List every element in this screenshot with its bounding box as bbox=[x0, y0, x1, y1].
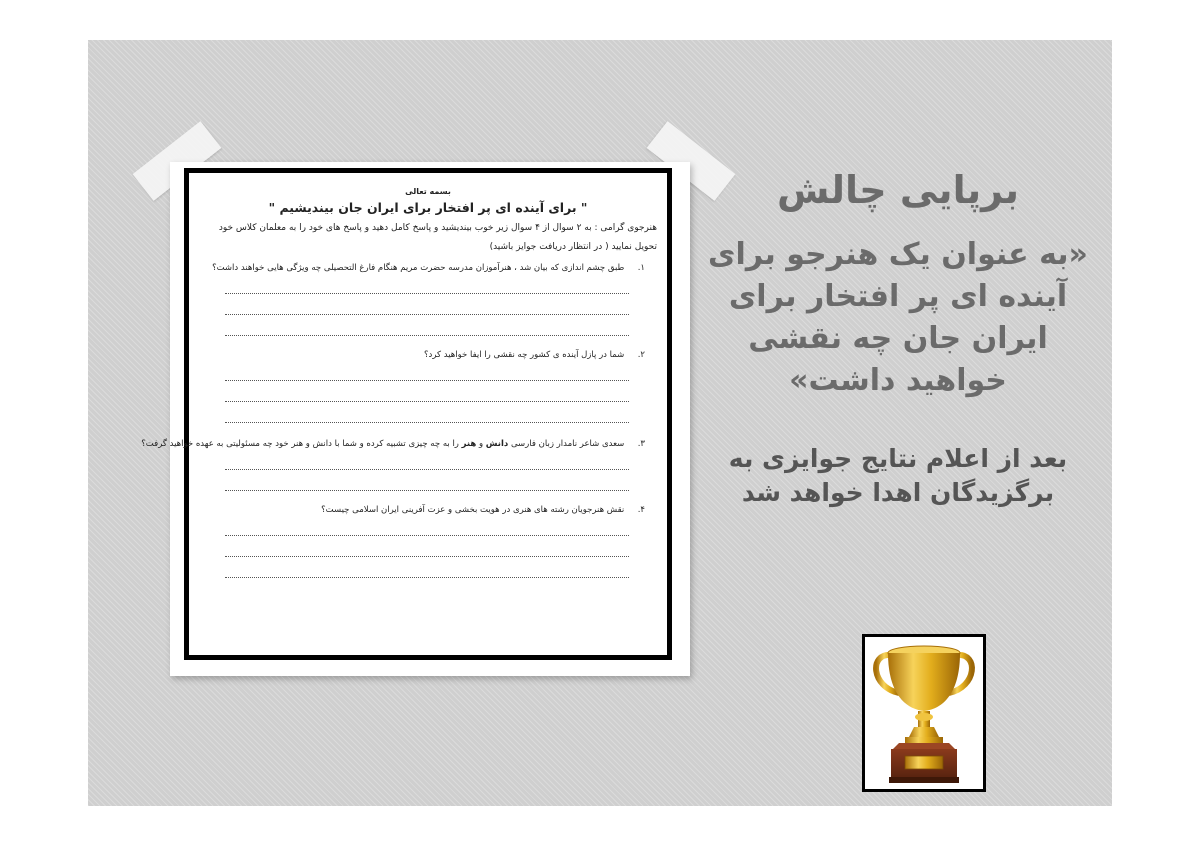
question-text-end: را به چه چیزی تشبیه کرده و شما با دانش و هنر خود چه مسئولیتی به عهده خواهید گرفت؟ bbox=[141, 439, 462, 449]
worksheet-intro: هنرجوی گرامی : به ۲ سوال از ۴ سوال زیر خوب بیندیشید و پاسخ کامل دهید و پاسخ های خود را به معلمان کلاس خود تحویل نمایید ( در انتظار دریافت جوایز باشید) bbox=[218, 223, 657, 252]
answer-line[interactable] bbox=[225, 557, 629, 578]
challenge-question: «به عنوان یک هنرجو برای آینده ای پر افتخار برای ایران جان چه نقشی خواهید داشت» bbox=[708, 237, 1088, 398]
question-text-mid: و bbox=[476, 439, 486, 449]
answer-line[interactable] bbox=[225, 449, 629, 470]
question-text-start: سعدی شاعر نامدار زبان فارسی bbox=[508, 439, 625, 449]
answer-line[interactable] bbox=[225, 381, 629, 402]
question-number: ۴. bbox=[637, 505, 645, 515]
question-number: ۲. bbox=[637, 350, 645, 360]
question-number: ۱. bbox=[637, 263, 645, 273]
answer-line[interactable] bbox=[225, 315, 629, 336]
question-3 bbox=[141, 439, 657, 449]
answer-line[interactable] bbox=[225, 536, 629, 557]
question-4 bbox=[199, 505, 657, 515]
answer-line[interactable] bbox=[225, 273, 629, 294]
prize-announcement: بعد از اعلام نتایج جوایزی به برگزیدگان اهدا خواهد شد bbox=[728, 444, 1068, 507]
question-1 bbox=[199, 263, 657, 273]
answer-line[interactable] bbox=[225, 470, 629, 491]
question-number: ۳. bbox=[637, 439, 645, 449]
question-bold-word: دانش bbox=[485, 439, 509, 449]
worksheet-basmala: بسمه تعالی bbox=[405, 187, 451, 196]
question-text: طبق چشم اندازی که بیان شد ، هنرآموزان مدرسه حضرت مریم هنگام فارغ التحصیلی چه ویژگی هایی خواهند داشت؟ bbox=[212, 263, 625, 273]
challenge-text-column bbox=[698, 160, 1098, 510]
worksheet-title: " برای آینده ای پر افتخار برای ایران جان بیندیشیم " bbox=[268, 200, 588, 215]
worksheet-frame bbox=[141, 168, 672, 660]
answer-line[interactable] bbox=[225, 515, 629, 536]
worksheet-paper bbox=[141, 162, 690, 676]
question-text: شما در پازل آینده ی کشور چه نقشی را ایفا خواهید کرد؟ bbox=[424, 350, 625, 360]
slide bbox=[88, 40, 1112, 806]
trophy-image bbox=[862, 634, 986, 792]
answer-line[interactable] bbox=[225, 360, 629, 381]
question-2 bbox=[199, 350, 657, 360]
trophy-icon bbox=[865, 637, 983, 789]
question-bold-word: هنر bbox=[461, 439, 477, 449]
challenge-heading: برپایی چالش bbox=[776, 168, 1020, 212]
answer-line[interactable] bbox=[225, 402, 629, 423]
answer-line[interactable] bbox=[225, 294, 629, 315]
question-text: نقش هنرجویان رشته های هنری در هویت بخشی و عزت آفرینی ایران اسلامی چیست؟ bbox=[321, 505, 625, 515]
